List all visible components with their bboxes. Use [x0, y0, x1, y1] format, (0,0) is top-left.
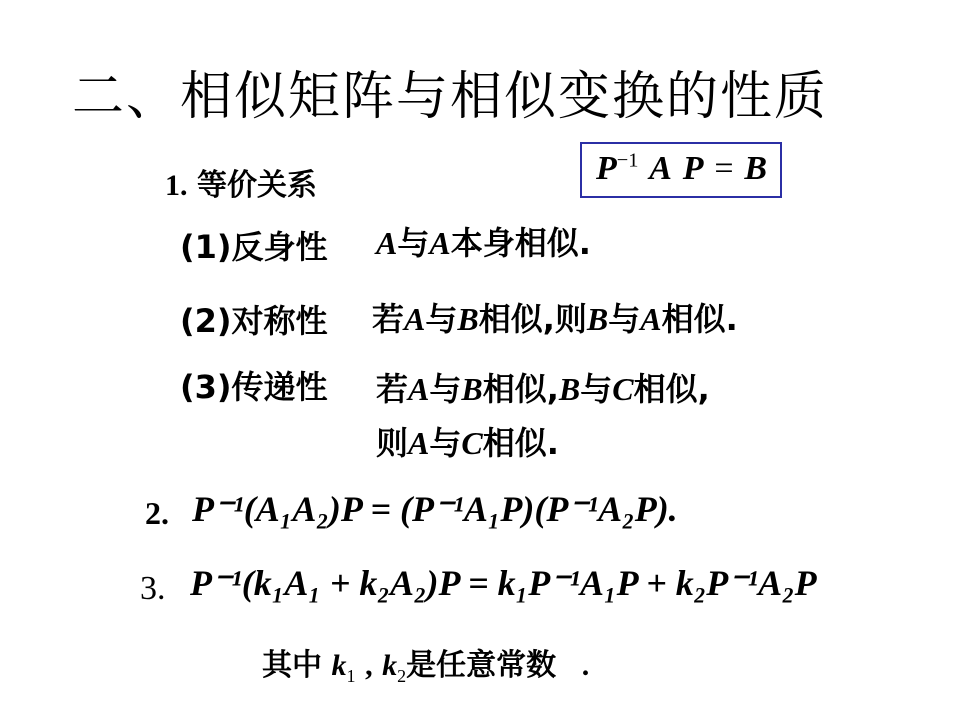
item-1-content: A与A本身相似.	[376, 224, 591, 262]
item-3-content-line2: 则A与C相似.	[376, 424, 559, 462]
section-1-title: 等价关系	[197, 168, 318, 203]
item-3-label: (3)传递性	[180, 368, 328, 406]
property-2-formula: P⁻¹(A₁A₂)P = (P⁻¹A₁P)(P⁻¹A₂P).	[192, 489, 678, 529]
item-1-label: (1)反身性	[180, 228, 328, 266]
item-3-content: 若A与B相似,B与C相似,	[376, 370, 710, 408]
item-2-label: (2)对称性	[180, 302, 328, 340]
formula-box-equation: $P^{-1}$ A P = B	[596, 149, 768, 187]
property-3-number: 3.	[140, 570, 166, 607]
note-prefix: 其中	[262, 648, 322, 683]
item-2-content: 若A与B相似,则B与A相似.	[372, 300, 738, 338]
note-line: 其中 $k_1$ , $k_2$是任意常数 .	[262, 648, 590, 686]
page-title: 二、相似矩阵与相似变换的性质	[72, 67, 829, 127]
section-1-number: 1.	[165, 169, 188, 202]
property-2-number: 2.	[145, 495, 169, 531]
property-3-formula: P⁻¹(k₁A₁ + k₂A₂)P = k₁P⁻¹A₁P + k₂P⁻¹A₂P	[190, 563, 817, 603]
section-1-heading	[165, 160, 317, 204]
note-suffix: 是任意常数	[406, 648, 557, 683]
